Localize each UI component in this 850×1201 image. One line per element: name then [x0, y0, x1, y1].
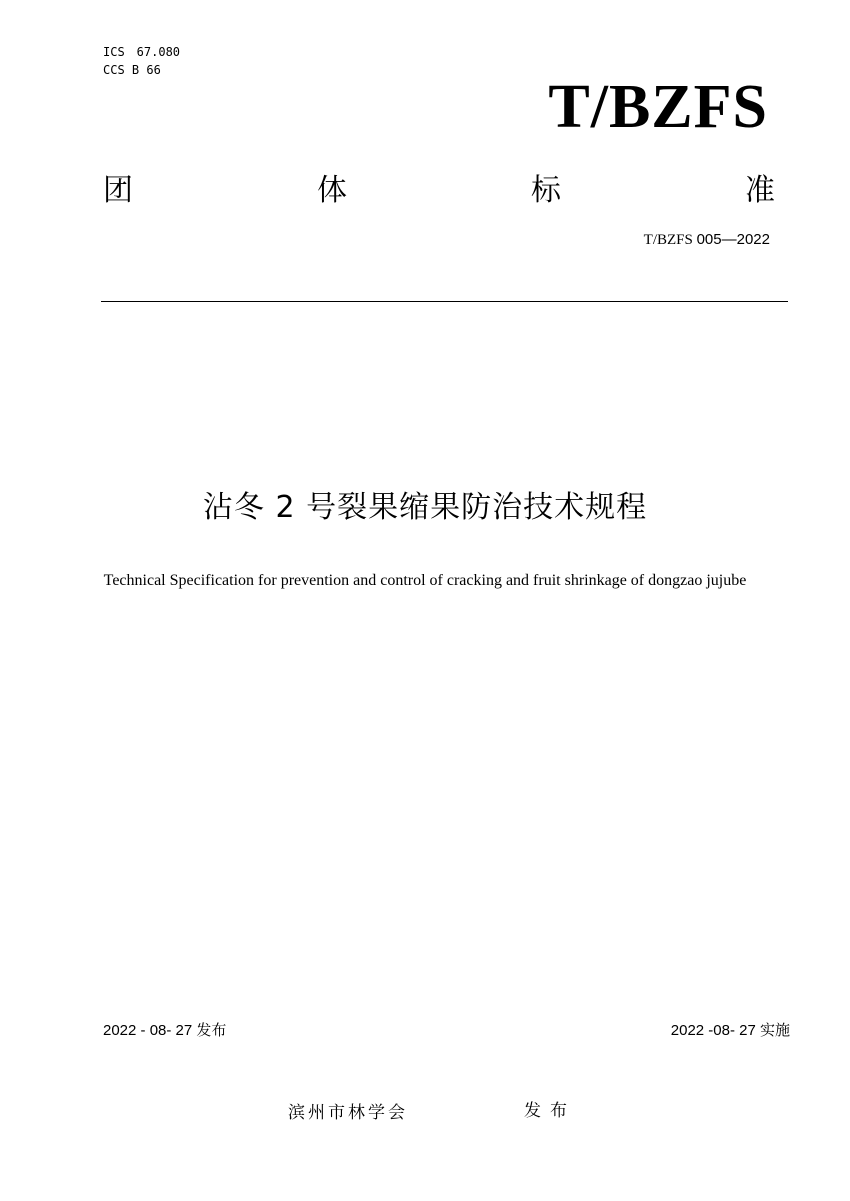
standard-code-logo: T/BZFS [548, 73, 768, 141]
publish-date: 2022 - 08- 27 发布 [103, 1022, 227, 1039]
standard-type-char: 团 [103, 173, 133, 208]
standard-type-heading [103, 165, 775, 209]
issuing-organization: 滨州市林学会 [288, 1103, 408, 1123]
standard-type-char: 体 [317, 173, 347, 208]
standard-type-char: 准 [745, 173, 775, 208]
ics-code: ICS 67.080 [103, 45, 181, 59]
implementation-date: 2022 -08- 27 实施 [670, 1022, 790, 1039]
header-divider [101, 301, 788, 302]
document-number-prefix: T/BZFS [643, 232, 693, 248]
document-title-english: Technical Specification for prevention and control of cracking and fruit shrinkage of dongzao jujube [103, 572, 747, 589]
document-title-chinese: 沾冬 2 号裂果缩果防治技术规程 [202, 490, 648, 525]
classification-codes [103, 43, 180, 79]
document-number-value: 005—2022 [696, 231, 770, 248]
issue-label: 发布 [524, 1101, 576, 1121]
ccs-code: CCS B 66 [103, 63, 161, 77]
document-number [644, 231, 770, 249]
standard-type-char: 标 [531, 173, 561, 208]
